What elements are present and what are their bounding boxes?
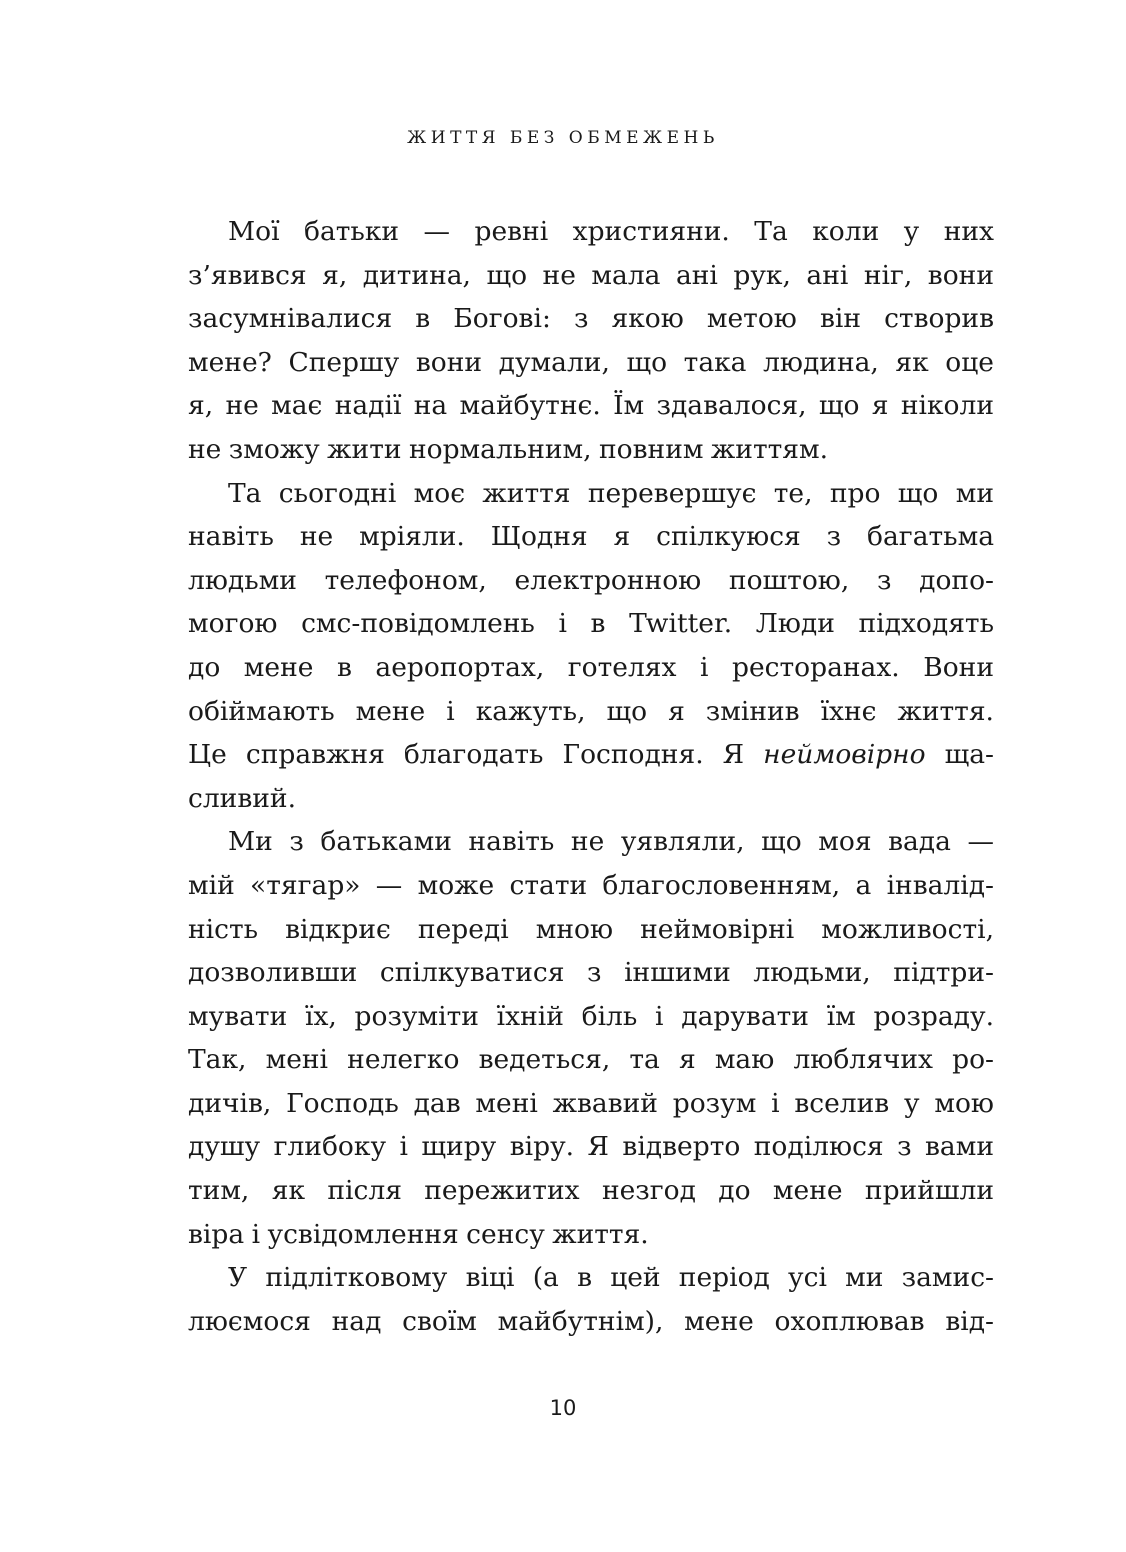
text-line-with-emphasis <box>188 733 994 777</box>
text-line: У підлітковому віці (а в цей період усі ми замис- <box>228 1262 994 1294</box>
page-number: 10 <box>549 1396 577 1420</box>
running-head: ЖИТТЯ БЕЗ ОБМЕЖЕНЬ <box>407 128 719 148</box>
text-line: обіймають мене і кажуть, що я змінив їхнє життя. <box>188 695 994 727</box>
text-line: душу глибоку і щиру віру. Я відверто поділюся з вами <box>188 1131 994 1163</box>
text-line: люємося над своїм майбутнім), мене охоплював від- <box>188 1305 994 1337</box>
line-start: Це справжня благодать Господня. Я <box>188 739 764 771</box>
text-line: ність відкриє переді мною неймовірні можливості, <box>188 913 994 945</box>
text-line: Та сьогодні моє життя перевершує те, про що ми <box>228 477 994 509</box>
text-line: сливий. <box>188 782 297 814</box>
text-line: я, не має надії на майбутнє. Їм здавалося, що я ніколи <box>188 390 994 422</box>
text-line: Мої батьки — ревні християни. Та коли у них <box>228 216 994 247</box>
text-line: тим, як після пережитих незгод до мене прийшли <box>188 1175 994 1207</box>
text-line: з’явився я, дитина, що не мала ані рук, ані ніг, вони <box>188 259 994 291</box>
text-line: дозволивши спілкуватися з іншими людьми, підтри- <box>188 957 994 989</box>
text-line: мувати їх, розуміти їхній біль і дарувати їм розраду. <box>188 1000 994 1032</box>
emphasis-text: неймовірно <box>763 739 926 771</box>
text-line: навіть не мріяли. Щодня я спілкуюся з багатьма <box>188 521 994 553</box>
text-line: Ми з батьками навіть не уявляли, що моя вада — <box>228 826 994 858</box>
text-line: людьми телефоном, електронною поштою, з допо- <box>188 564 994 596</box>
body-text <box>188 210 994 1343</box>
text-line: мене? Спершу вони думали, що така людина, як оце <box>188 346 994 378</box>
text-line: не зможу жити нормальним, повним життям. <box>188 433 829 465</box>
text-line: засумнівалися в Богові: з якою метою він створив <box>188 303 994 335</box>
text-line: Так, мені нелегко ведеться, та я маю люблячих ро- <box>188 1044 994 1076</box>
text-line: дичів, Господь дав мені жвавий розум і вселив у мою <box>188 1087 994 1119</box>
text-line: могою смс-повідомлень і в Twitter. Люди підходять <box>188 608 994 640</box>
text-line: до мене в аеропортах, готелях і ресторанах. Вони <box>188 651 994 683</box>
text-line: мій «тягар» — може стати благословенням, а інвалід- <box>188 869 994 901</box>
line-end: ща- <box>925 739 994 771</box>
text-line: віра і усвідомлення сенсу життя. <box>188 1218 649 1250</box>
